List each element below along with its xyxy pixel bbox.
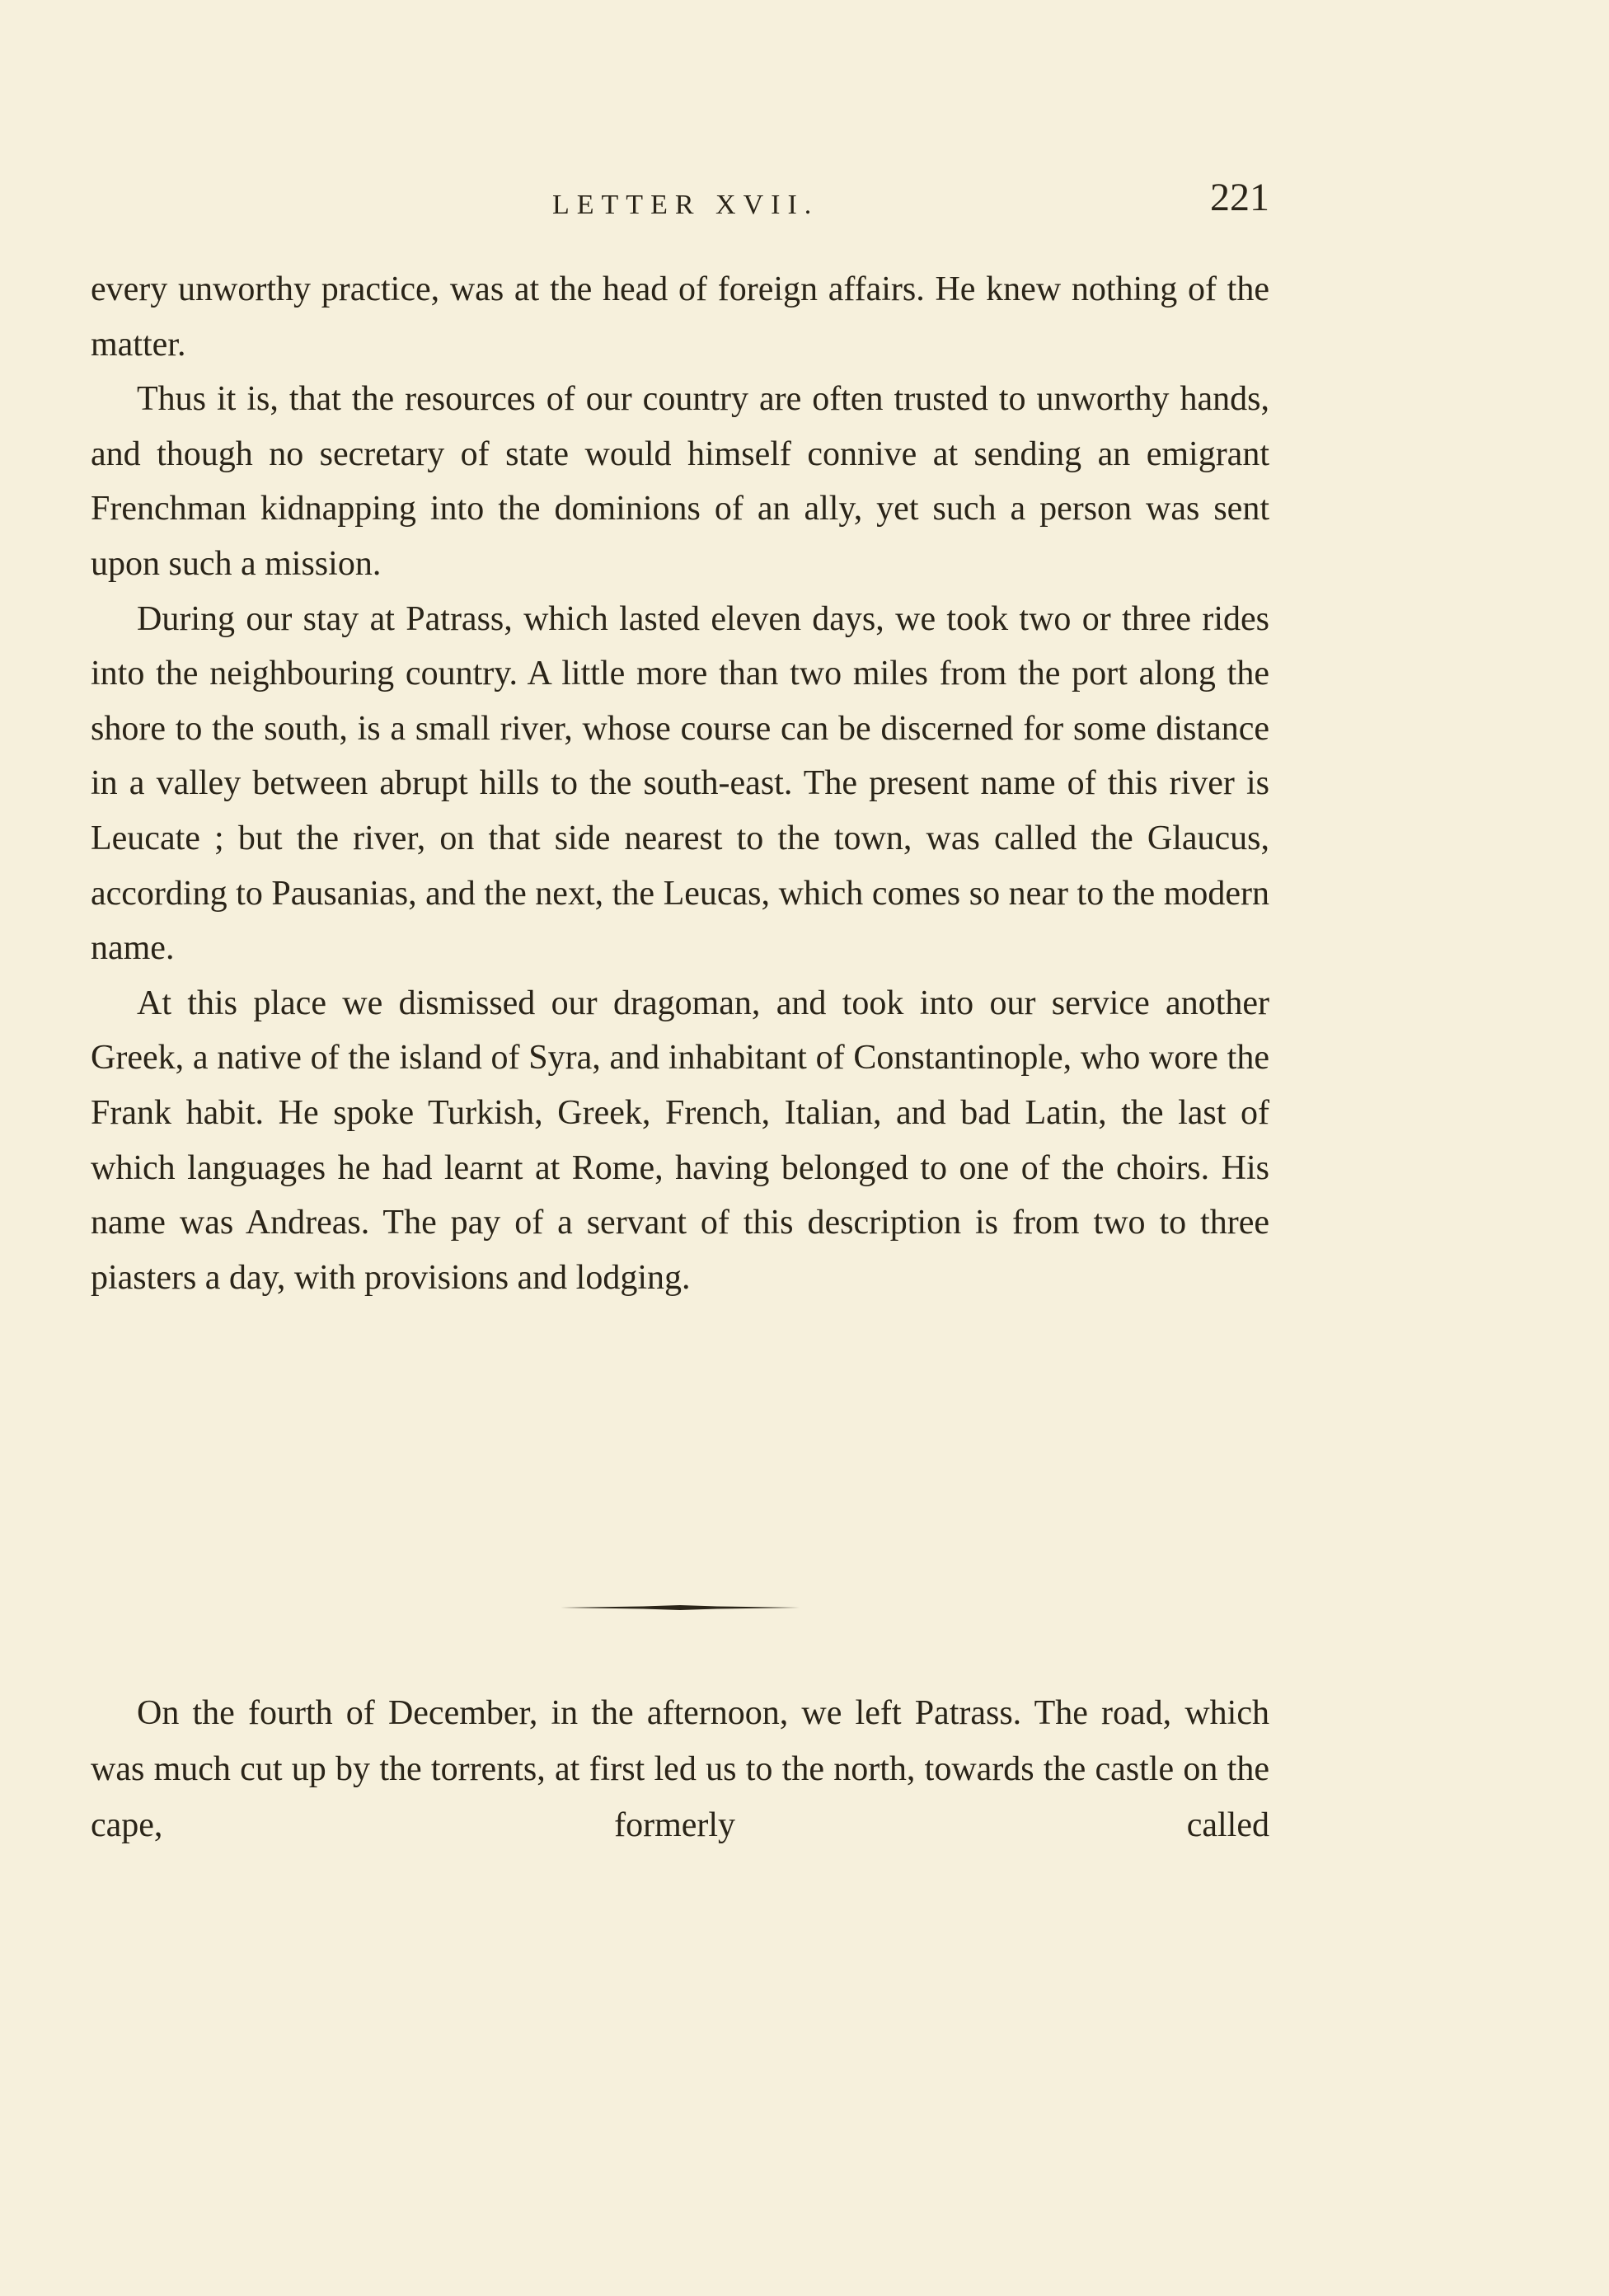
paragraph: Thus it is, that the resources of our country are often trusted to unworthy hands, and though no secretary of state would himself connive at sending an emigrant Frenchman kidnapping into the dominions of an ally, yet such a person was sent upon such a mission.: [91, 380, 1269, 583]
paragraph: At this place we dismissed our dragoman, and took into our service another Greek, a native of the island of Syra, and inhabitant of Constantinople, who wore the Frank habit. He spoke Turkish, Greek, French, Italian, and bad Latin, the last of which languages he had learnt at Rome, having belonged to one of the choirs. His name was Andreas. The pay of a servant of this description is from two to three piasters a day, with provisions and lodging.: [91, 984, 1269, 1297]
paragraph-continued: every unworthy practice, was at the head of foreign affairs. He knew nothing of the matter.: [91, 270, 1269, 364]
main-text: [91, 262, 1269, 1305]
section-divider-rule: [561, 1605, 800, 1610]
page-number: 221: [1210, 176, 1269, 219]
paragraph: On the fourth of December, in the afternoon, we left Patrass. The road, which was much cut up by the torrents, at first led us to the north, towards the castle on the cape, formerly called: [91, 1694, 1269, 1844]
page-header: [91, 175, 1269, 224]
paragraph: During our stay at Patrass, which lasted eleven days, we took two or three rides into the neighbouring country. A little more than two miles from the port along the shore to the south, is a small river, whose course can be discerned for some distance in a valley between abrupt hills to the south-east. The present name of this river is Leucate ; but the river, on that side nearest to the town, was called the Glaucus, according to Pausanias, and the next, the Leucas, which comes so near to the modern name.: [91, 599, 1269, 968]
section-text: [91, 1685, 1269, 1853]
running-head: LETTER XVII.: [552, 190, 819, 220]
